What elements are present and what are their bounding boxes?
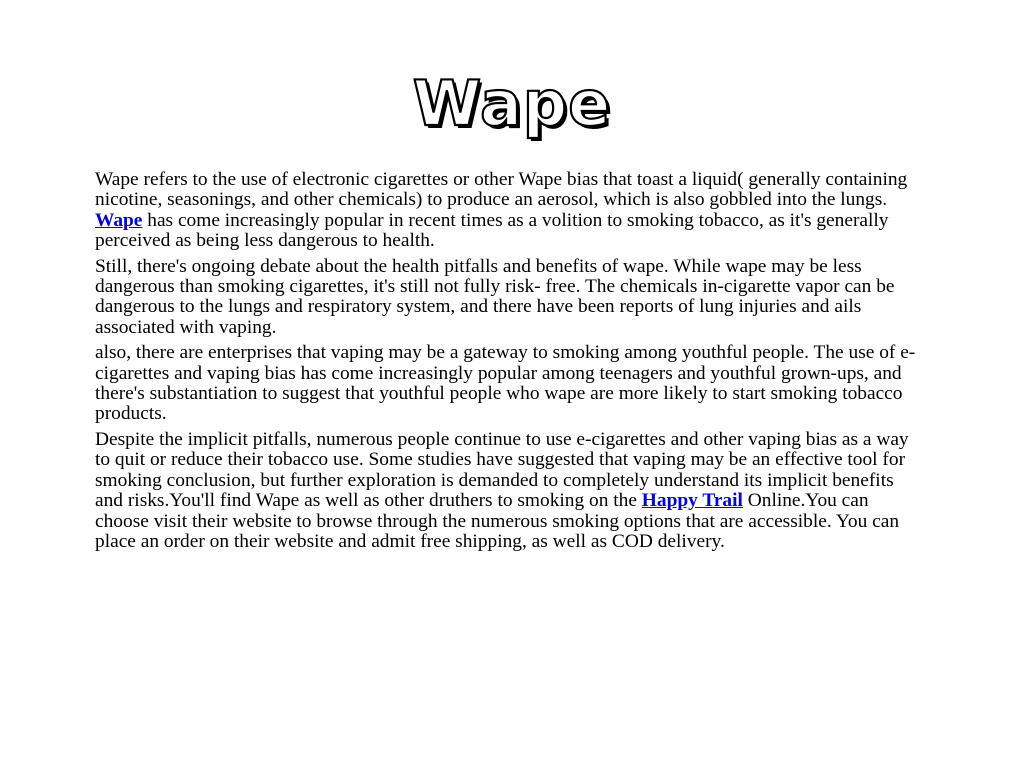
page-title: Wape	[412, 67, 612, 140]
paragraph-4-text-end: Online.You can choose visit their website to browse through the numerous smoking options that are accessible. You can place an order on their website and admit free shipping, as well as COD delivery.	[95, 490, 900, 552]
paragraph-1-text-start: Wape refers to the use of electronic cigarettes or other Wape bias that toast a liquid( generally containing nicotine, seasonings, and other chemicals) to produce an aerosol, which is also gobbled into the lungs.	[95, 169, 908, 211]
happy-trail-link[interactable]: Happy Trail	[641, 490, 743, 512]
paragraph-4-text-start: Despite the implicit pitfalls, numerous people continue to use e-cigarettes and other vaping bias as a way to quit or reduce their tobacco use. Some studies have suggested that vaping may be an effective tool for smoking conclusion, but further exploration is demanded to completely understand its implicit benefits and risks.You'll find Wape as well as other druthers to smoking on the	[95, 428, 909, 512]
paragraph-4	[95, 430, 921, 552]
paragraph-3: also, there are enterprises that vaping may be a gateway to smoking among youthful people. The use of e-cigarettes and vaping bias has come increasingly popular among teenagers and youthful grown-ups, and there's substantiation to suggest that youthful people who wape are more likely to start smoking tobacco products.	[95, 342, 916, 425]
body-text	[95, 170, 921, 557]
wape-link[interactable]: Wape	[95, 209, 143, 231]
paragraph-1	[95, 170, 921, 252]
paragraph-1-text-end: has come increasingly popular in recent times as a volition to smoking tobacco, as it's generally perceived as being less dangerous to health.	[95, 209, 889, 252]
paragraph-2: Still, there's ongoing debate about the health pitfalls and benefits of wape. While wape may be less dangerous than smoking cigarettes, it's still not fully risk- free. The chemicals in-cigarette vapor can be dangerous to the lungs and respiratory system, and there have been reports of lung injuries and ails associated with vaping.	[95, 255, 895, 338]
